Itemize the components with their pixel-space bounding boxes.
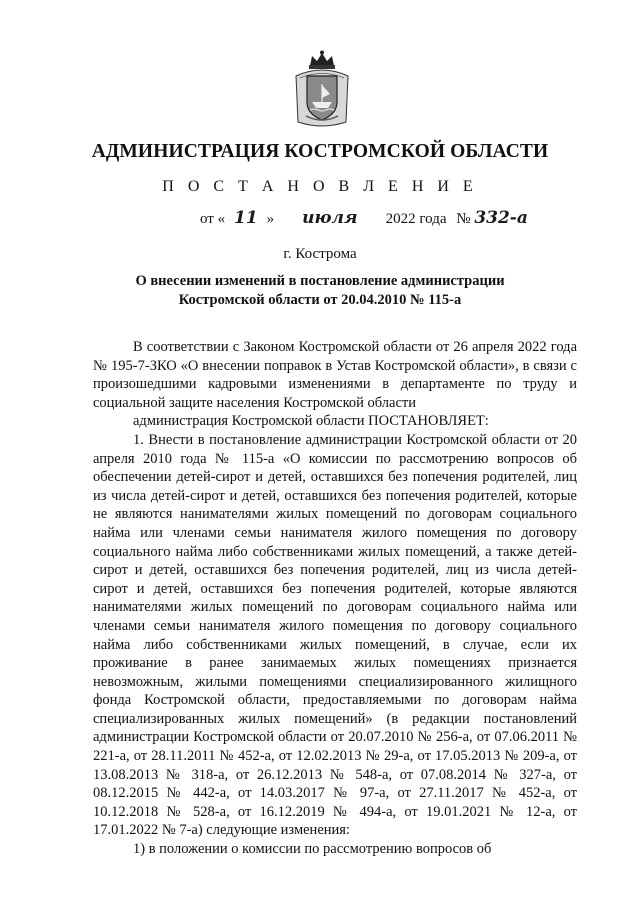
date-mid: » xyxy=(266,211,275,227)
document-dateline xyxy=(200,208,580,228)
handwritten-day: 11 xyxy=(234,208,258,228)
city: г. Кострома xyxy=(283,246,357,262)
document-type: П О С Т А Н О В Л Е Н И Е xyxy=(162,178,478,195)
paragraph-item-1: 1. Внести в постановление администрации Костромской области от 20 апреля 2010 года № 115-а «О комиссии по рассмотрению вопросов об обеспечении детей-сирот и детей, оставшихся без попечения родителей, лиц из числа детей-сирот и детей, оставшихся без попечения родителей, которые не являются нанимателями жилых помещений по договорам социального найма или членами семьи нанимателя жилого помещения по договору социального найма либо собственниками жилых помещений, а также детей-сирот и детей, оставшихся без попечения родителей, лиц из числа детей-сирот и детей, оставшихся без попечения родителей, которые являются нанимателями жилых помещений по договорам социального найма или членами семьи нанимателя жилого помещения по договору социального найма либо собственниками жилых помещений, в случае, если их проживание в ранее занимаемых жилых помещениях признается невозможным, жилыми помещениями специализированного жилищного фонда Костромской области, предоставляемыми по договорам найма специализированных жилых помещений» (в редакции постановлений администрации Костромской области от 20.07.2010 № 256-а, от 07.06.2011 № 221-а, от 28.11.2011 № 452-а, от 12.02.2013 № 29-а, от 17.05.2013 № 209-а, от 13.08.2013 № 318-а, от 26.12.2013 № 548-а, от 07.08.2014 № 327-а, от 08.12.2015 № 442-а, от 14.03.2017 № 97-а, от 27.11.2017 № 452-а, от 10.12.2018 № 528-а, от 16.12.2019 № 494-а, от 19.01.2021 № 12-а, от 17.01.2022 № 7-а) следующие изменения: xyxy=(93,431,577,839)
handwritten-month: июля xyxy=(302,208,358,228)
organization-title: АДМИНИСТРАЦИЯ КОСТРОМСКОЙ ОБЛАСТИ xyxy=(91,141,549,162)
handwritten-number: 332-а xyxy=(474,208,528,228)
number-label: № xyxy=(456,211,471,227)
date-year: 2022 года xyxy=(385,211,447,227)
coat-of-arms-emblem xyxy=(292,50,352,130)
subject-line-1: О внесении изменений в постановление администрации xyxy=(135,273,505,289)
paragraph-resolves: администрация Костромской области ПОСТАНОВЛЯЕТ: xyxy=(133,413,489,430)
subject-line-2: Костромской области от 20.04.2010 № 115-а xyxy=(178,292,462,308)
document-subject xyxy=(90,272,550,310)
document-body xyxy=(93,338,577,859)
paragraph-subitem-1: 1) в положении о комиссии по рассмотрению вопросов об xyxy=(133,841,492,858)
date-prefix: от « xyxy=(200,211,226,227)
paragraph-preamble: В соответствии с Законом Костромской области от 26 апреля 2022 года № 195-7-ЗКО «О внесении поправок в Устав Костромской области», в связи с произошедшими кадровыми изменениями в департаменте по труду и социальной защите населения Костромской области xyxy=(93,339,577,411)
